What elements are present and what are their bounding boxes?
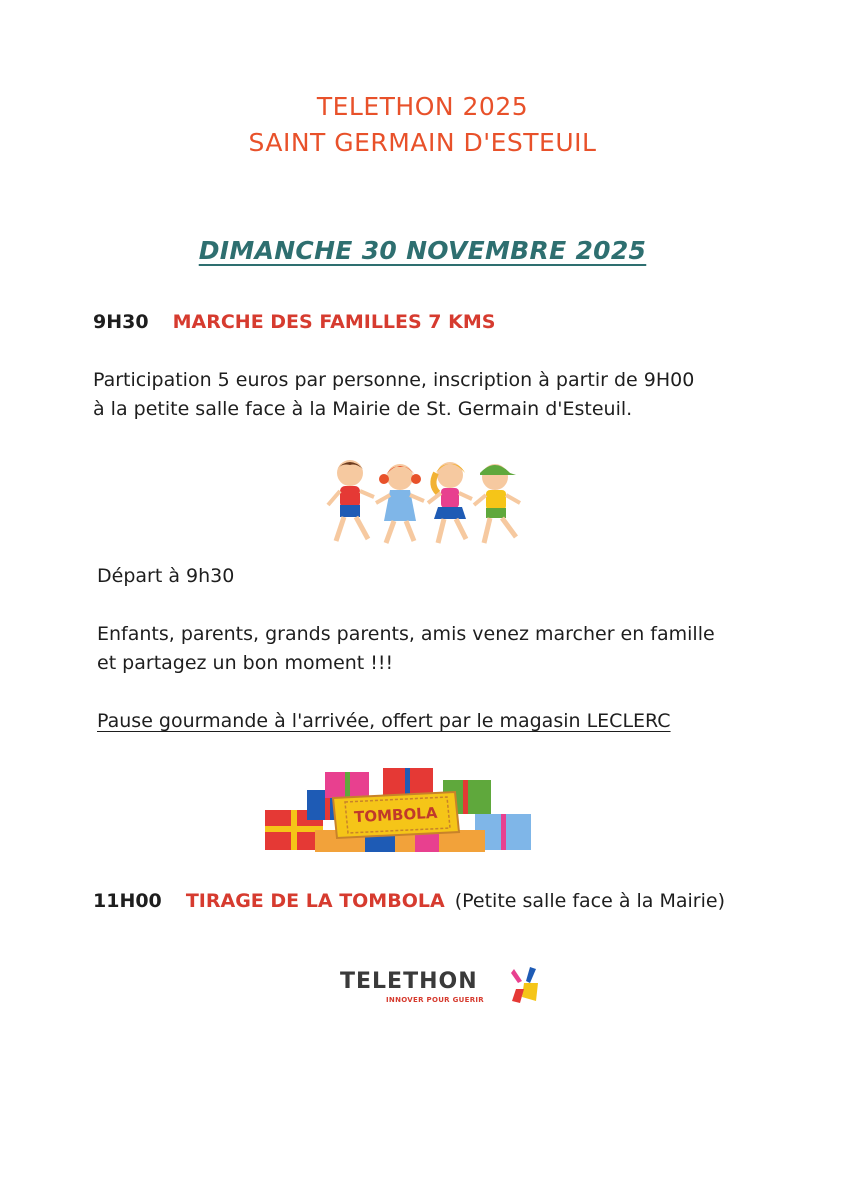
title-line-1: TELETHON 2025 [316, 92, 529, 121]
event1-details-1: Participation 5 euros par personne, inscription à partir de 9H00 [93, 369, 695, 391]
child-3-icon [428, 462, 472, 543]
event1-time: 9H30 [93, 311, 149, 333]
event2-location: (Petite salle face à la Mairie) [454, 890, 725, 912]
tombola-ticket-icon [333, 792, 459, 838]
event1-invite-1: Enfants, parents, grands parents, amis venez marcher en famille [97, 623, 715, 645]
running-children-illustration [320, 455, 530, 550]
event1-snack-note: Pause gourmande à l'arrivée, offert par le magasin LECLERC [97, 710, 671, 732]
event1-details-2: à la petite salle face à la Mairie de St. Germain d'Esteuil. [93, 398, 633, 420]
date-heading: DIMANCHE 30 NOVEMBRE 2025 [198, 236, 647, 265]
child-4-icon [474, 464, 520, 543]
event1-title: MARCHE DES FAMILLES 7 KMS [172, 311, 496, 333]
event1-departure: Départ à 9h30 [97, 565, 235, 587]
telethon-logo-mark-icon [508, 967, 542, 1007]
telethon-logo-name: TELETHON [340, 969, 478, 994]
event2-time: 11H00 [93, 890, 162, 912]
event1-row [93, 311, 495, 333]
child-2-icon [376, 464, 424, 543]
event2-row [93, 890, 725, 912]
date-heading-wrapper [0, 236, 845, 265]
event1-invite-2: et partagez un bon moment !!! [97, 652, 394, 674]
telethon-logo [340, 965, 550, 1015]
svg-text:TOMBOLA: TOMBOLA [353, 803, 438, 827]
event2-title: TIRAGE DE LA TOMBOLA [185, 890, 445, 912]
title-line-2: SAINT GERMAIN D'ESTEUIL [248, 128, 597, 157]
telethon-logo-tagline: INNOVER POUR GUERIR [386, 996, 484, 1004]
child-1-icon [328, 460, 374, 541]
tombola-gifts-illustration [265, 768, 535, 856]
